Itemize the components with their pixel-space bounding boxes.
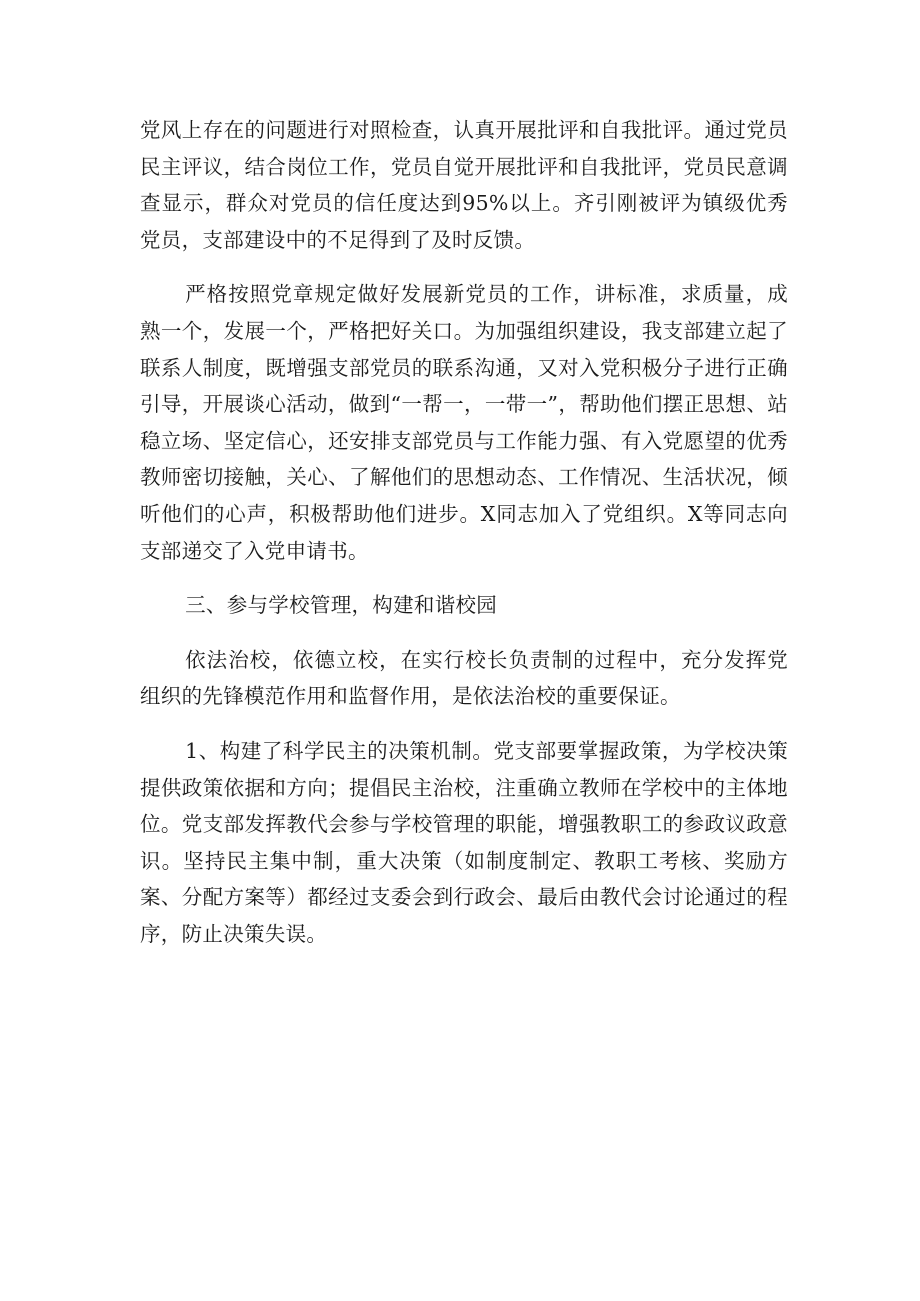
document-body (140, 112, 788, 952)
paragraph-party-style-review: 党风上存在的问题进行对照检查，认真开展批评和自我批评。通过党员民主评议，结合岗位工作，党员自觉开展批评和自我批评，党员民意调查显示，群众对党员的信任度达到95%以上。齐引刚被评为镇级优秀党员，支部建设中的不足得到了及时反馈。 (140, 118, 788, 252)
paragraph-new-member-development: 严格按照党章规定做好发展新党员的工作，讲标准，求质量，成熟一个，发展一个，严格把好关口。为加强组织建设，我支部建立起了联系人制度，既增强支部党员的联系沟通，又对入党积极分子进行正确引导，开展谈心活动，做到“一帮一，一带一”，帮助他们摆正思想、站稳立场、坚定信心，还安排支部党员与工作能力强、有入党愿望的优秀教师密切接触，关心、了解他们的思想动态、工作情况、生活状况，倾听他们的心声，积极帮助他们进步。X同志加入了党组织。X等同志向支部递交了入党申请书。 (140, 282, 788, 563)
paragraph-decision-mechanism: 1、构建了科学民主的决策机制。党支部要掌握政策，为学校决策提供政策依据和方向；提倡民主治校，注重确立教师在学校中的主体地位。党支部发挥教代会参与学校管理的职能，增强教职工的参政议政意识。坚持民主集中制，重大决策（如制度制定、教职工考核、奖励方案、分配方案等）都经过支委会到行政会、最后由教代会讨论通过的程序，防止决策失误。 (140, 738, 788, 946)
paragraph-rule-of-law: 依法治校，依德立校，在实行校长负责制的过程中，充分发挥党组织的先锋模范作用和监督作用，是依法治校的重要保证。 (140, 647, 788, 709)
section-heading-school-management: 三、参与学校管理，构建和谐校园 (185, 593, 498, 618)
